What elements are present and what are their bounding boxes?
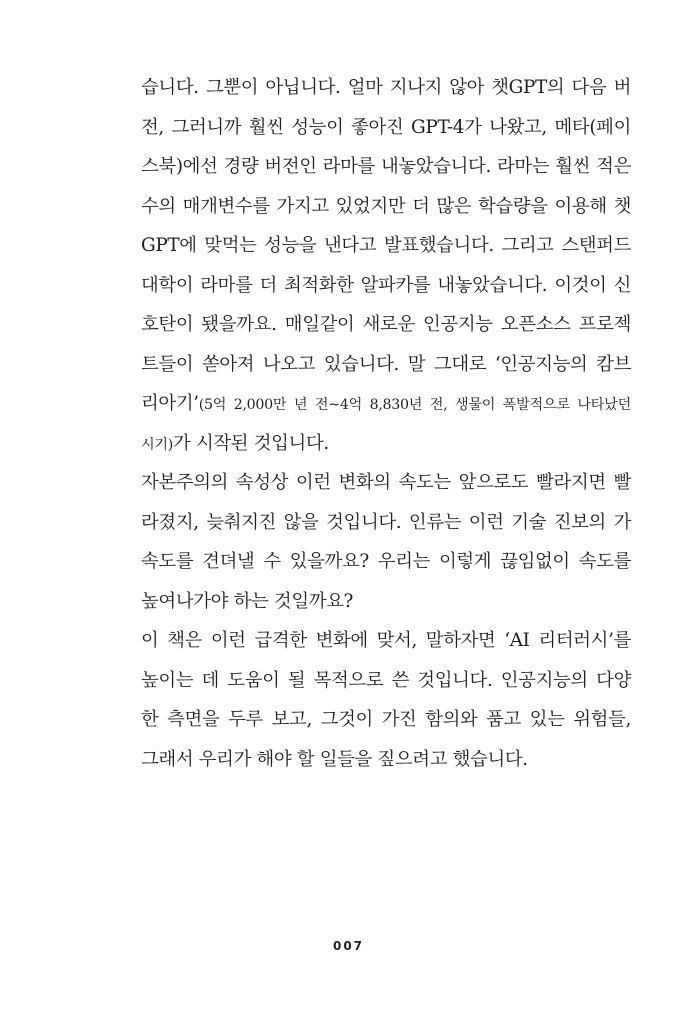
text-line-5: GPT에 맞먹는 성능을 낸다고 발표했습니다. 그리고 스탠퍼드 (141, 235, 631, 256)
text-line-4: 수의 매개변수를 가지고 있었지만 더 많은 학습량을 이용해 챗 (141, 195, 631, 217)
text-line-10-note: 시기) (141, 436, 174, 453)
text-line-8: 트들이 쏟아져 나오고 있습니다. 말 그대로 ‘인공지능의 캄브 (141, 353, 631, 375)
text-line-9 (141, 384, 631, 424)
page-number: 007 (332, 939, 365, 953)
text-line-11: 자본주의의 속성상 이런 변화의 속도는 앞으로도 빨라지면 빨 (141, 472, 631, 493)
text-line-15: 이 책은 이런 급격한 변화에 맞서, 말하자면 ‘AI 리터러시’를 (141, 630, 631, 651)
text-line-10-main: 가 시작된 것입니다. (173, 432, 329, 454)
text-line-18: 그래서 우리가 해야 할 일들을 짚으려고 했습니다. (141, 748, 528, 770)
text-line-9-main: 리아기’ (141, 393, 199, 414)
text-line-17: 한 측면을 두루 보고, 그것이 가진 함의와 품고 있는 위험들, (141, 709, 631, 730)
text-line-6: 대학이 라마를 더 최적화한 알파카를 내놓았습니다. 이것이 신 (141, 274, 631, 296)
text-line-3: 스북)에선 경량 버전인 라마를 내놓았습니다. 라마는 훨씬 적은 (141, 156, 631, 177)
text-line-14: 높여나가야 하는 것일까요? (141, 590, 354, 612)
text-line-13: 속도를 견뎌낼 수 있을까요? 우리는 이렇게 끊임없이 속도를 (141, 551, 631, 572)
text-line-10 (141, 424, 631, 464)
text-line-16: 높이는 데 도움이 될 목적으로 쓴 것입니다. 인공지능의 다양 (141, 669, 631, 691)
body-text (141, 68, 631, 779)
text-line-2: 전, 그러니까 훨씬 성능이 좋아진 GPT-4가 나왔고, 메타(페이 (141, 116, 631, 138)
text-line-12: 라졌지, 늦춰지진 않을 것입니다. 인류는 이런 기술 진보의 가 (141, 511, 631, 533)
text-line-9-note: (5억 2,000만 년 전~4억 8,830년 전, 생물이 폭발적으로 나타났던 (198, 397, 631, 413)
text-line-7: 호탄이 됐을까요. 매일같이 새로운 인공지능 오픈소스 프로젝 (141, 314, 631, 335)
text-line-1: 습니다. 그뿐이 아닙니다. 얼마 지나지 않아 챗GPT의 다음 버 (141, 77, 631, 98)
